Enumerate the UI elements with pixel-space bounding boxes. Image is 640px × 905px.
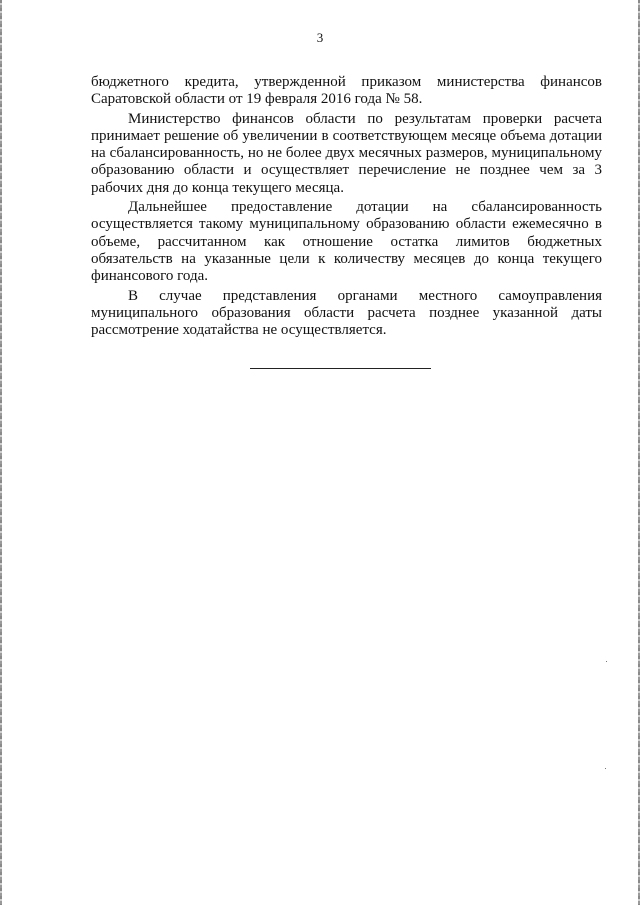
page-number: 3 bbox=[316, 30, 324, 45]
paragraph: Министерство финансов области по результатам проверки расчета принимает решение об увеличении в соответствующем месяце объема дотации на сбалансированность, но не более двух месячных размеров, муниципальному образованию области и осуществляет перечисление не позднее чем за 3 рабочих дня до конца текущего месяца. bbox=[91, 110, 602, 196]
paragraph: В случае представления органами местного самоуправления муниципального образования области расчета позднее указанной даты рассмотрение ходатайства не осуществляется. bbox=[91, 287, 602, 339]
closing-rule bbox=[250, 368, 431, 369]
scan-edge-left bbox=[0, 0, 2, 905]
scan-speck bbox=[606, 661, 607, 662]
paragraph: Дальнейшее предоставление дотации на сбалансированность осуществляется такому муниципальному образованию области ежемесячно в объеме, рассчитанном как отношение остатка лимитов бюджетных обязательств на указанные цели к количеству месяцев до конца текущего финансового года. bbox=[91, 199, 602, 285]
body-text bbox=[91, 74, 602, 339]
paragraph-continued: бюджетного кредита, утвержденной приказом министерства финансов Саратовской области от 19 февраля 2016 года № 58. bbox=[91, 74, 602, 108]
scan-speck bbox=[605, 768, 606, 769]
